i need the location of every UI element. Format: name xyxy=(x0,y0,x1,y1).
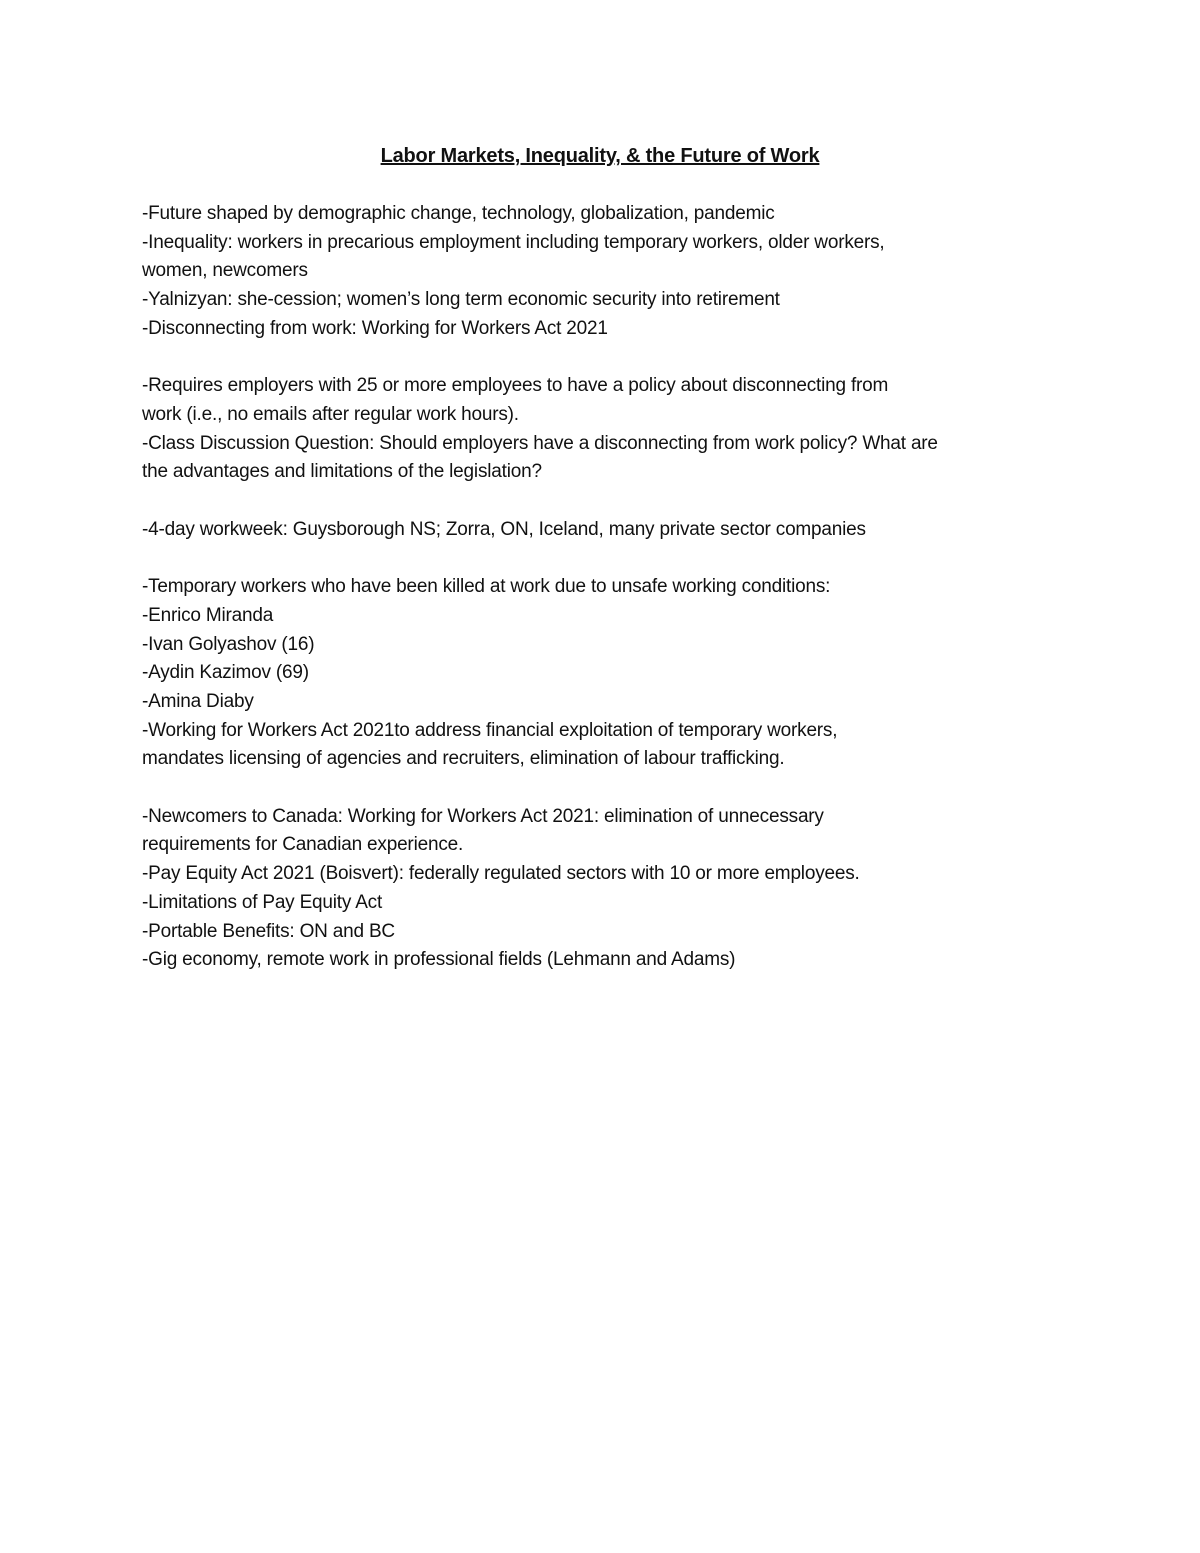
text-line: the advantages and limitations of the legislation? xyxy=(142,461,542,483)
text-line: -Aydin Kazimov (69) xyxy=(142,662,309,684)
text-line: -Temporary workers who have been killed at work due to unsafe working conditions: xyxy=(142,576,831,598)
text-line: women, newcomers xyxy=(142,260,308,282)
text-line: -Limitations of Pay Equity Act xyxy=(142,891,383,913)
text-line: -Class Discussion Question: Should employers have a disconnecting from work policy? What are xyxy=(142,432,938,454)
text-line: -Newcomers to Canada: Working for Workers Act 2021: elimination of unnecessary xyxy=(142,805,824,827)
text-line: mandates licensing of agencies and recruiters, elimination of labour trafficking. xyxy=(142,748,785,770)
text-line: -Enrico Miranda xyxy=(142,604,274,626)
text-line: -Pay Equity Act 2021 (Boisvert): federally regulated sectors with 10 or more employees. xyxy=(142,863,860,885)
text-line: -Disconnecting from work: Working for Workers Act 2021 xyxy=(142,317,608,339)
text-line: requirements for Canadian experience. xyxy=(142,834,464,856)
paragraph-temporary-workers xyxy=(142,573,1082,774)
document-body xyxy=(142,200,1082,975)
document-title: Labor Markets, Inequality, & the Future of Work xyxy=(380,145,820,167)
text-line: -Gig economy, remote work in professional fields (Lehmann and Adams) xyxy=(142,949,736,971)
text-line: -Requires employers with 25 or more employees to have a policy about disconnecting from xyxy=(142,375,889,397)
text-line: -Yalnizyan: she-cession; women’s long term economic security into retirement xyxy=(142,289,780,311)
text-line: -Portable Benefits: ON and BC xyxy=(142,920,395,942)
paragraph-newcomers-equity xyxy=(142,803,1082,975)
paragraph-overview xyxy=(142,200,1082,344)
paragraph-disconnecting xyxy=(142,372,1082,487)
text-line: -Working for Workers Act 2021to address financial exploitation of temporary workers, xyxy=(142,719,838,741)
text-line: -Amina Diaby xyxy=(142,690,254,712)
text-line: -Inequality: workers in precarious employment including temporary workers, older workers, xyxy=(142,231,885,253)
text-line: work (i.e., no emails after regular work hours). xyxy=(142,403,519,425)
text-line: -Ivan Golyashov (16) xyxy=(142,633,315,655)
text-line: -Future shaped by demographic change, technology, globalization, pandemic xyxy=(142,203,775,224)
text-line: -4-day workweek: Guysborough NS; Zorra, ON, Iceland, many private sector companies xyxy=(142,518,866,540)
paragraph-workweek xyxy=(142,516,1082,545)
